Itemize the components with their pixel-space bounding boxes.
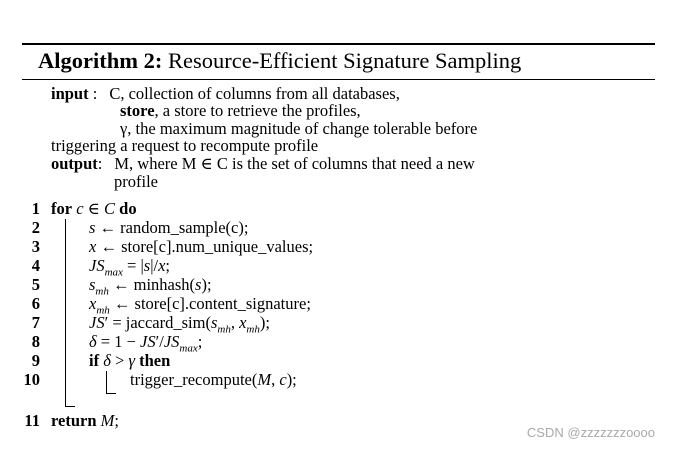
line-number: 6 bbox=[31, 294, 40, 313]
store-line bbox=[120, 102, 361, 119]
keyword-if: if bbox=[89, 351, 100, 370]
line-number: 2 bbox=[31, 218, 40, 237]
for-block-guide-end bbox=[65, 406, 75, 407]
keyword-return: return bbox=[51, 411, 97, 430]
output-keyword: output bbox=[51, 154, 98, 173]
title-rule bbox=[22, 79, 655, 80]
code-line-1: for c ∈ C do bbox=[51, 199, 137, 218]
store-desc: , a store to retrieve the profiles, bbox=[154, 101, 361, 120]
line-number: 11 bbox=[24, 411, 40, 430]
watermark: CSDN @zzzzzzzoooo bbox=[526, 425, 655, 440]
code-line-2: s ← random_sample(c); bbox=[89, 218, 249, 237]
output-cont: profile bbox=[114, 172, 158, 191]
code-line-10: trigger_recompute(M, c); bbox=[130, 370, 297, 389]
input-separator: : bbox=[88, 84, 98, 103]
code-line-3: x ← store[c].num_unique_values; bbox=[89, 237, 314, 256]
if-block-guide-end bbox=[106, 393, 116, 394]
output-separator: : bbox=[97, 154, 103, 173]
input-desc: C, collection of columns from all databases, bbox=[109, 84, 400, 103]
line-number: 7 bbox=[31, 313, 40, 332]
output-cont-line bbox=[114, 173, 158, 190]
store-keyword: store bbox=[120, 101, 155, 120]
code-line-11: return M; bbox=[51, 411, 119, 430]
line-number: 10 bbox=[23, 370, 40, 389]
line-number: 5 bbox=[31, 275, 40, 294]
algorithm-label: Algorithm 2: bbox=[38, 48, 163, 73]
code-line-5: $s_{mh}$ ← minhash(s); bbox=[89, 275, 212, 298]
gamma-line bbox=[120, 120, 477, 137]
keyword-then: then bbox=[139, 351, 171, 370]
keyword-for: for bbox=[51, 199, 73, 218]
input-keyword: input bbox=[51, 84, 89, 103]
code-line-4: $JS_{max} = |s|/x$; bbox=[89, 256, 170, 279]
for-block-guide bbox=[65, 219, 66, 406]
gamma-cont: triggering a request to recompute profile bbox=[51, 136, 319, 155]
if-block-guide bbox=[106, 371, 107, 393]
code-line-6: $x_{mh}$ ← store[c].content_signature; bbox=[89, 294, 311, 317]
line-number: 9 bbox=[31, 351, 40, 370]
output-desc: M, where M ∈ C is the set of columns that need a new bbox=[114, 154, 475, 173]
line-number: 1 bbox=[31, 199, 40, 218]
line-number: 4 bbox=[31, 256, 40, 275]
keyword-do: do bbox=[119, 199, 137, 218]
code-line-7: $JS' = jaccard\_sim(s_{mh}$, $x_{mh}$); bbox=[89, 313, 270, 336]
algorithm-title bbox=[38, 44, 521, 78]
gamma-cont-line bbox=[51, 137, 318, 154]
code-line-9: if δ > γ then bbox=[89, 351, 171, 370]
input-line bbox=[51, 85, 400, 102]
code-line-8: $\delta = 1 - JS'/JS_{max}$; bbox=[89, 332, 203, 355]
line-number: 8 bbox=[31, 332, 40, 351]
algorithm-name: Resource-Efficient Signature Sampling bbox=[167, 48, 522, 73]
line-number: 3 bbox=[31, 237, 40, 256]
output-line bbox=[51, 155, 475, 172]
gamma-desc: γ, the maximum magnitude of change tolerable before bbox=[120, 119, 478, 138]
